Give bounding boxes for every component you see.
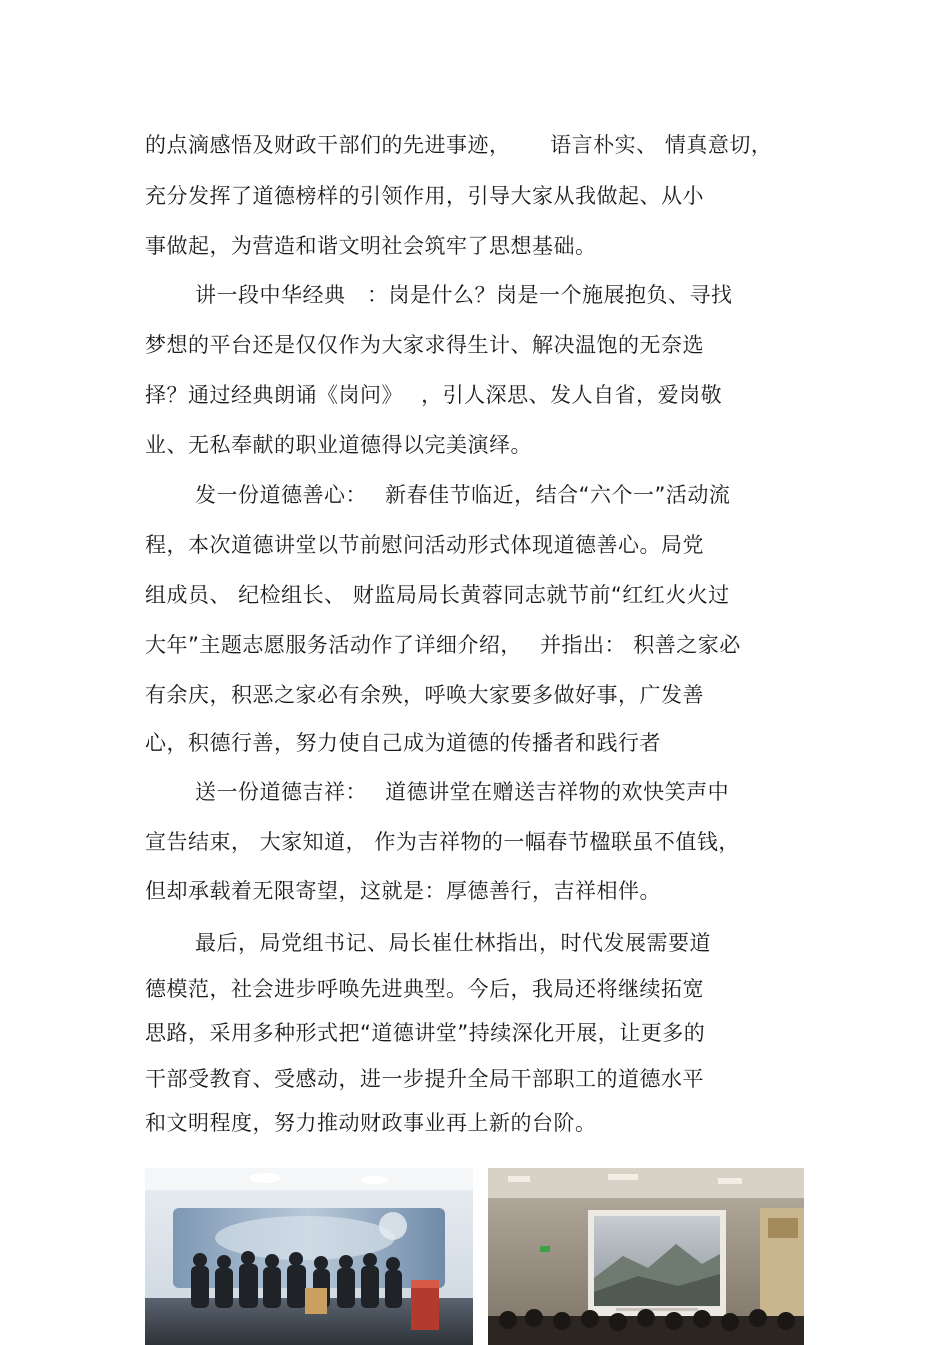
paragraph-line: 德模范，社会进步呼唤先进典型。今后，我局还将继续拓宽 <box>145 977 704 1001</box>
paragraph-line: 但却承载着无限寄望，这就是：厚德善行，吉祥相伴。 <box>145 879 661 903</box>
paragraph-line: 发一份道德善心： 新春佳节临近，结合“六个一”活动流 <box>195 483 731 507</box>
paragraph-line: 的点滴感悟及财政干部们的先进事迹， 语言朴实、 情真意切， <box>145 133 773 157</box>
paragraph-line: 组成员、 纪检组长、 财监局局长黄蓉同志就节前“红红火火过 <box>145 583 730 607</box>
paragraph-line: 心，积德行善，努力使自己成为道德的传播者和践行者 <box>145 731 661 755</box>
paragraph-line: 业、无私奉献的职业道德得以完美演绎。 <box>145 433 532 457</box>
paragraph-line: 最后，局党组书记、局长崔仕林指出，时代发展需要道 <box>195 931 711 955</box>
paragraph-line: 事做起，为营造和谐文明社会筑牢了思想基础。 <box>145 234 597 258</box>
paragraph-line: 大年”主题志愿服务活动作了详细介绍， 并指出： 积善之家必 <box>145 633 741 657</box>
paragraph-line: 和文明程度，努力推动财政事业再上新的台阶。 <box>145 1111 597 1135</box>
lecture-hall-projection-photo-icon <box>488 1168 804 1345</box>
group-recitation-photo-icon <box>145 1168 473 1345</box>
paragraph-line: 思路，采用多种形式把“道德讲堂”持续深化开展，让更多的 <box>145 1021 706 1045</box>
paragraph-line: 宣告结束， 大家知道， 作为吉祥物的一幅春节楹联虽不值钱， <box>145 830 740 854</box>
paragraph-line: 梦想的平台还是仅仅作为大家求得生计、解决温饱的无奈选 <box>145 333 704 357</box>
paragraph-line: 干部受教育、受感动，进一步提升全局干部职工的道德水平 <box>145 1067 704 1091</box>
paragraph-line: 讲一段中华经典 ：岗是什么？岗是一个施展抱负、寻找 <box>195 283 733 307</box>
paragraph-line: 择？通过经典朗诵《岗问》 ，引人深思、发人自省，爱岗敬 <box>145 383 723 407</box>
paragraph-line: 程，本次道德讲堂以节前慰问活动形式体现道德善心。局党 <box>145 533 704 557</box>
paragraph-line: 送一份道德吉祥： 道德讲堂在赠送吉祥物的欢快笑声中 <box>195 780 730 804</box>
paragraph-line: 充分发挥了道德榜样的引领作用，引导大家从我做起、从小 <box>145 184 704 208</box>
paragraph-line: 有余庆，积恶之家必有余殃，呼唤大家要多做好事，广发善 <box>145 683 704 707</box>
